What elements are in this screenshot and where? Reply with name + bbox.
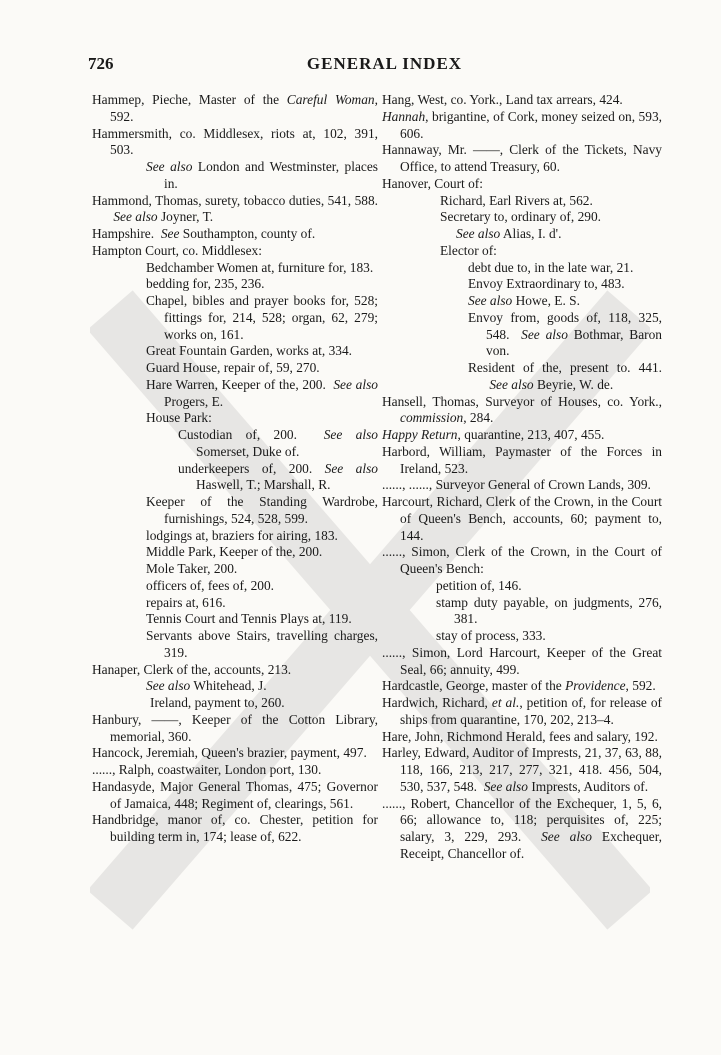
index-column-right — [382, 92, 662, 863]
index-entry: stamp duty payable, on judgments, 276, 381. — [436, 594, 662, 627]
index-entry: Envoy Extraordinary to, 483. — [468, 276, 625, 292]
index-entry: Hampton Court, co. Middlesex: — [92, 242, 262, 258]
index-entry: See also Howe, E. S. — [468, 293, 580, 308]
index-entry: Middle Park, Keeper of the, 200. — [146, 544, 323, 560]
index-entry: Servants above Stairs, travelling charges, 319. — [146, 628, 378, 660]
index-entry: lodgings at, braziers for airing, 183. — [146, 527, 338, 543]
index-entry: Bedchamber Women at, furniture for, 183. — [146, 259, 374, 275]
index-entry: petition of, 146. — [436, 577, 522, 593]
index-entry: Hanbury, ——, Keeper of the Cotton Library, memorial, 360. — [92, 711, 378, 744]
index-entry: See also Whitehead, J. — [146, 678, 267, 694]
index-entry: Keeper of the Standing Wardrobe, furnishings, 524, 528, 599. — [146, 494, 378, 526]
index-entry: Hare, John, Richmond Herald, fees and salary, 192. — [382, 728, 658, 744]
index-entry: bedding for, 235, 236. — [146, 276, 265, 292]
index-entry: Resident of the, present to. 441. See also Beyrie, W. de. — [468, 360, 662, 392]
index-entry: Happy Return, quarantine, 213, 407, 455. — [382, 427, 605, 442]
index-entry: See also London and Westminster, places in. — [146, 159, 378, 191]
page-number: 726 — [88, 54, 114, 73]
index-entry: Handasyde, Major General Thomas, 475; Governor of Jamaica, 448; Regiment of, clearings, 561. — [92, 778, 378, 811]
index-entry: ......, Robert, Chancellor of the Exchequer, 1, 5, 6, 66; allowance to, 118; perquisites of, 225; salary, 3, 229, 293. See also Exchequer, Receipt, Chancellor of. — [382, 795, 662, 861]
index-entry: repairs at, 616. — [146, 594, 226, 610]
index-entry: See also Alias, I. d'. — [456, 226, 562, 241]
index-entry: ......, Simon, Lord Harcourt, Keeper of the Great Seal, 66; annuity, 499. — [382, 644, 662, 677]
index-entry: stay of process, 333. — [436, 628, 546, 643]
index-entry: ......, ......, Surveyor General of Crown Lands, 309. — [382, 477, 651, 493]
index-entry: officers of, fees of, 200. — [146, 577, 275, 593]
index-entry: Hammond, Thomas, surety, tobacco duties, 541, 588. See also Joyner, T. — [92, 192, 378, 225]
index-entry: Custodian of, 200. See also Somerset, Duke of. — [178, 427, 378, 459]
index-entry: ......, Simon, Clerk of the Crown, in the Court of Queen's Bench: — [382, 544, 662, 576]
index-entry: Hannaway, Mr. ——, Clerk of the Tickets, Navy Office, to attend Treasury, 60. — [382, 142, 662, 174]
index-entry: underkeepers of, 200. See also Haswell, T.; Marshall, R. — [178, 460, 378, 493]
index-entry: Hanover, Court of: — [382, 175, 483, 191]
index-entry: Hang, West, co. York., Land tax arrears, 424. — [382, 92, 623, 107]
index-entry: Hammersmith, co. Middlesex, riots at, 102, 391, 503. — [92, 125, 378, 158]
index-entry: Harbord, William, Paymaster of the Forces in Ireland, 523. — [382, 443, 662, 476]
index-entry: Great Fountain Garden, works at, 334. — [146, 343, 353, 359]
index-entry: Harley, Edward, Auditor of Imprests, 21, 37, 63, 88, 118, 166, 213, 217, 277, 321, 418. 456, 504, 530, 537, 548. See also Imprests, Auditors of. — [382, 745, 662, 794]
index-entry: Envoy from, goods of, 118, 325, 548. See also Bothmar, Baron von. — [468, 309, 662, 359]
index-entry: Hancock, Jeremiah, Queen's brazier, payment, 497. — [92, 745, 367, 761]
index-entry: Hardcastle, George, master of the Providence, 592. — [382, 678, 656, 694]
index-entry: ......, Ralph, coastwaiter, London port, 130. — [92, 762, 322, 777]
index-entry: Ireland, payment to, 260. — [150, 695, 285, 710]
page-header — [88, 54, 681, 76]
index-entry: Mole Taker, 200. — [146, 561, 238, 576]
index-entry: Hansell, Thomas, Surveyor of Houses, co. York., commission, 284. — [382, 393, 662, 426]
index-entry: Hannah, brigantine, of Cork, money seized on, 593, 606. — [382, 108, 662, 141]
index-entry: Secretary to, ordinary of, 290. — [440, 209, 602, 225]
index-entry: Chapel, bibles and prayer books for, 528; fittings for, 214, 528; organ, 62, 279; works on, 161. — [146, 293, 378, 342]
running-head-title: GENERAL INDEX — [306, 54, 463, 73]
index-entry: Hanaper, Clerk of the, accounts, 213. — [92, 661, 292, 677]
index-entry: Guard House, repair of, 59, 270. — [146, 360, 320, 375]
index-column-left — [92, 92, 378, 846]
index-entry: Tennis Court and Tennis Plays at, 119. — [146, 611, 352, 627]
index-entry: Richard, Earl Rivers at, 562. — [440, 192, 593, 208]
index-entry: Elector of: — [440, 242, 497, 258]
index-entry: Harcourt, Richard, Clerk of the Crown, in the Court of Queen's Bench, accounts, 60; payment to, 144. — [382, 494, 662, 543]
index-entry: Hare Warren, Keeper of the, 200. See also Progers, E. — [146, 376, 378, 409]
index-entry: Hampshire. See Southampton, county of. — [92, 226, 316, 241]
index-entry: debt due to, in the late war, 21. — [468, 259, 634, 275]
index-entry: Hardwich, Richard, et al., petition of, for release of ships from quarantine, 170, 202, 213–4. — [382, 695, 663, 727]
index-entry: Handbridge, manor of, co. Chester, petition for building term in, 174; lease of, 622. — [92, 812, 378, 844]
index-entry: House Park: — [146, 410, 212, 426]
index-entry: Hammep, Pieche, Master of the Careful Woman, 592. — [92, 92, 378, 124]
